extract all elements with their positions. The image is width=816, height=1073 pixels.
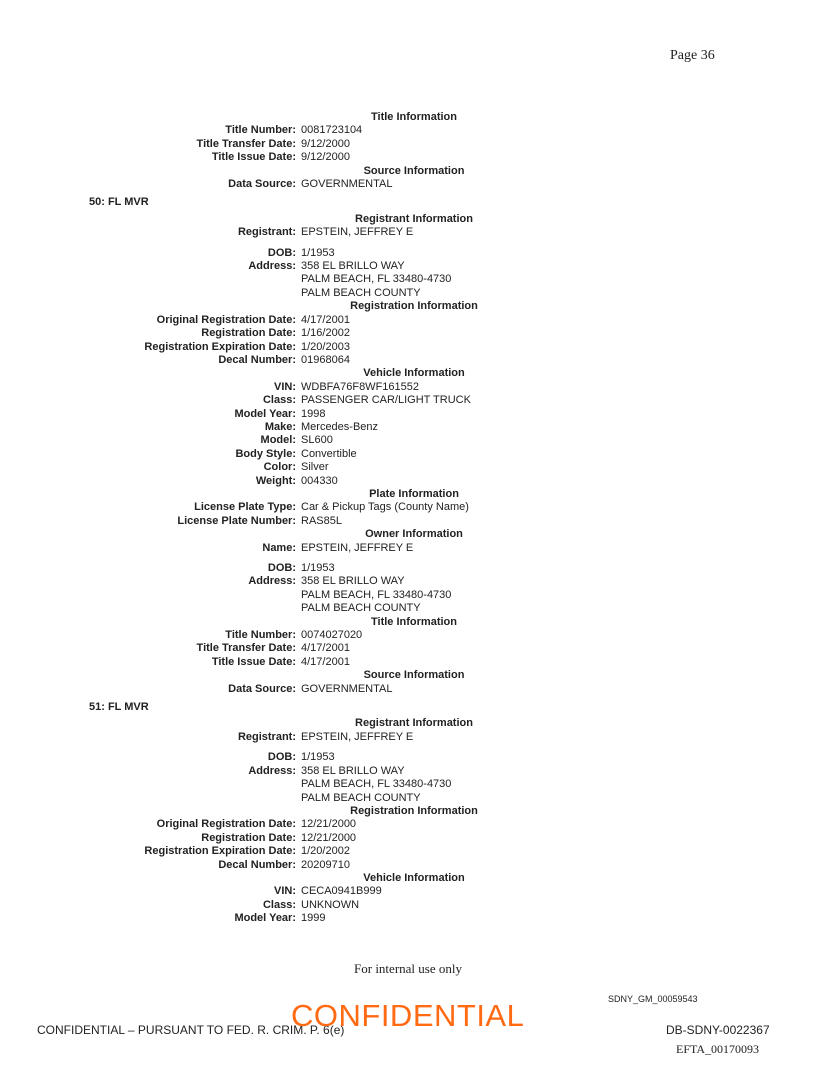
field-value: 4/17/2001 [301,313,350,326]
field-value: 01968064 [301,353,350,366]
section-heading: Vehicle Information [363,871,465,884]
field-row [0,656,816,669]
field-row [0,314,816,327]
field-label: Registrant: [237,226,296,239]
field-row [0,151,816,164]
section-heading: Title Information [371,111,457,123]
field-value: 20209710 [301,858,350,871]
field-value: PALM BEACH, FL 33480-4730 [301,778,452,791]
internal-use-note: For internal use only [354,961,462,976]
field-row [0,859,816,872]
bates-db-number: DB-SDNY-0022367 [666,1023,770,1037]
field-value: EPSTEIN, JEFFREY E [301,730,414,743]
field-value: CECA0941B999 [301,885,382,898]
field-label [0,602,301,615]
field-value: Car & Pickup Tags (County Name) [301,501,469,514]
field-row [0,542,816,555]
field-row [0,642,816,655]
field-row [0,765,816,778]
field-value: PASSENGER CAR/LIGHT TRUCK [301,394,471,407]
section-heading: Registration Information [350,804,478,817]
field-value: GOVERNMENTAL [301,682,393,695]
field-value: EPSTEIN, JEFFREY E [301,541,414,554]
field-label: Title Issue Date: [211,151,296,164]
field-value: PALM BEACH COUNTY [301,791,421,804]
field-value: 4/17/2001 [301,642,350,655]
field-value: SL600 [301,434,333,447]
report-body [0,111,816,926]
field-value: 9/12/2000 [301,137,350,150]
field-label: VIN: [274,380,296,393]
section-heading: Title Information [371,615,457,628]
field-row [0,683,816,696]
field-label: Decal Number: [218,353,296,366]
field-value: PALM BEACH, FL 33480-4730 [301,273,452,286]
field-value: UNKNOWN [301,898,360,911]
field-row [0,818,816,831]
field-label: Registration Expiration Date: [144,845,296,858]
field-value: 12/21/2000 [301,818,357,831]
field-value: 0081723104 [301,124,363,137]
field-row [0,602,816,615]
field-value: 004330 [301,474,338,487]
section-heading: Vehicle Information [363,367,465,380]
field-label: Registration Date: [201,327,296,340]
field-row [0,845,816,858]
page-number: Page 36 [670,48,715,63]
field-row [0,475,816,488]
field-label: License Plate Type: [194,501,296,514]
record-header: 50: FL MVR [89,196,149,209]
field-label [0,792,301,805]
confidential-notice: CONFIDENTIAL – PURSUANT TO FED. R. CRIM. P. 6(e) [37,1023,345,1037]
field-row [0,515,816,528]
section-heading: Owner Information [365,528,463,541]
field-row [0,832,816,845]
section-heading: Source Information [363,669,465,682]
field-value: RAS85L [301,514,342,527]
field-label: Data Source: [228,178,296,191]
field-value: 1/20/2003 [301,340,350,353]
field-value: 1/1953 [301,246,335,259]
bates-gm-number: SDNY_GM_00059543 [608,994,698,1004]
field-label: Model: [260,434,296,447]
field-row [0,751,816,764]
field-label: DOB: [267,562,296,574]
field-label [0,273,301,286]
field-value: PALM BEACH COUNTY [301,286,421,299]
field-row [0,792,816,805]
field-row [0,562,816,575]
field-row [0,461,816,474]
field-label: Title Issue Date: [211,655,296,668]
field-value: 9/12/2000 [301,151,350,164]
field-value: 1999 [301,912,326,925]
field-row [0,434,816,447]
field-label: Title Transfer Date: [196,642,296,655]
field-row [0,341,816,354]
field-label: Registrant: [237,730,296,743]
field-label: Color: [263,461,296,474]
field-value: 1998 [301,407,326,420]
field-value: 358 EL BRILLO WAY [301,575,405,588]
field-row [0,629,816,642]
field-label: Original Registration Date: [156,313,296,326]
field-value: Convertible [301,447,357,460]
section-heading: Registration Information [350,300,478,313]
field-row [0,287,816,300]
efta-number: EFTA_00170093 [676,1042,760,1056]
field-label: DOB: [267,246,296,259]
field-label: Registration Date: [201,831,296,844]
field-row [0,731,816,744]
field-label: Registration Expiration Date: [144,340,296,353]
field-value: PALM BEACH, FL 33480-4730 [301,588,452,601]
field-row [0,247,816,260]
field-value: PALM BEACH COUNTY [301,602,421,615]
field-label: Make: [264,420,296,433]
spacer [0,555,816,562]
field-row [0,260,816,273]
spacer [0,240,816,247]
field-row [0,575,816,588]
field-label: Decal Number: [218,858,296,871]
field-label: Title Number: [225,124,296,137]
field-row [0,178,816,191]
field-row [0,273,816,286]
field-label: Title Number: [225,629,296,642]
confidential-stamp: CONFIDENTIAL [291,998,525,1033]
field-row [0,327,816,340]
field-label: License Plate Number: [177,514,296,527]
field-label: Name: [262,541,296,554]
field-value: Mercedes-Benz [301,420,379,433]
field-value: 1/16/2002 [301,327,350,340]
field-value: 12/21/2000 [301,831,357,844]
field-value: 1/1953 [301,562,335,574]
field-value: Silver [301,461,329,474]
field-label: Body Style: [235,447,296,460]
spacer [0,744,816,751]
section-heading: Registrant Information [355,717,473,730]
field-value: 358 EL BRILLO WAY [301,764,405,777]
field-label: Address: [248,575,296,588]
field-value: 4/17/2001 [301,655,350,668]
field-label: Address: [248,260,296,273]
field-label: Address: [248,764,296,777]
field-label [0,778,301,791]
field-value: 1/1953 [301,751,335,764]
field-value: WDBFA76F8WF161552 [301,380,419,393]
section-heading: Source Information [363,164,465,177]
field-label: Class: [262,394,296,407]
field-label: VIN: [274,885,296,898]
field-row [0,354,816,367]
field-row [0,124,816,137]
section-heading: Registrant Information [355,212,473,225]
field-value: GOVERNMENTAL [301,178,393,191]
field-label: Model Year: [234,912,296,925]
field-row [0,226,816,239]
field-label: Title Transfer Date: [196,137,296,150]
field-value: EPSTEIN, JEFFREY E [301,226,414,239]
field-label [0,589,301,602]
field-label: DOB: [267,751,296,764]
field-row [0,394,816,407]
field-row [0,381,816,394]
field-row [0,501,816,514]
field-row [0,778,816,791]
field-row [0,138,816,151]
field-value: 358 EL BRILLO WAY [301,260,405,273]
field-value: 0074027020 [301,629,363,642]
field-row [0,899,816,912]
section-heading: Plate Information [369,487,459,500]
field-value: 1/20/2002 [301,845,350,858]
field-row [0,885,816,898]
field-label [0,287,301,300]
field-row [0,408,816,421]
field-label: Data Source: [228,682,296,695]
field-label: Model Year: [234,407,296,420]
field-row [0,912,816,925]
field-label: Class: [262,898,296,911]
record-header: 51: FL MVR [89,701,149,714]
field-row [0,448,816,461]
field-row [0,421,816,434]
field-label: Original Registration Date: [156,818,296,831]
field-label: Weight: [255,474,296,487]
field-row [0,589,816,602]
